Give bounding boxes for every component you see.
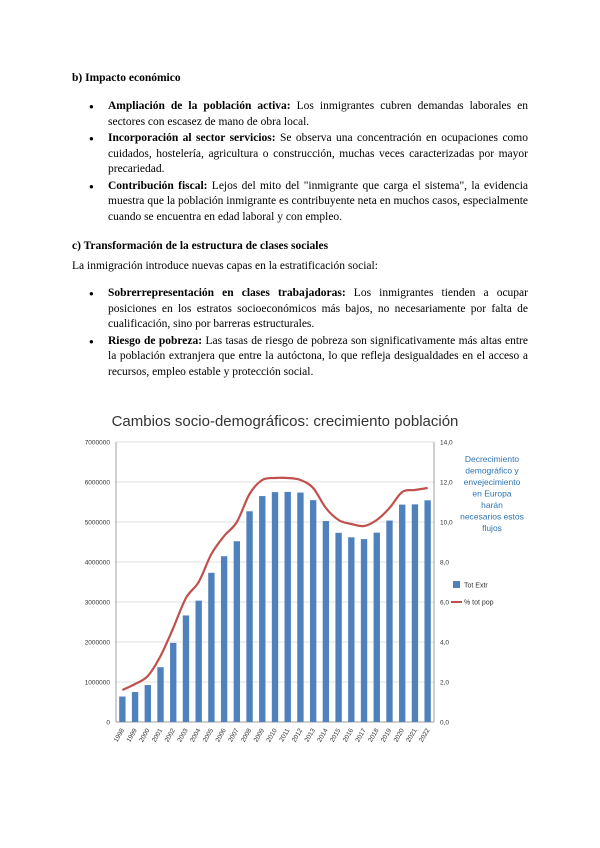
section-c-intro: La inmigración introduce nuevas capas en la estratificación social: bbox=[72, 260, 378, 272]
bar bbox=[145, 685, 151, 722]
bar bbox=[335, 533, 341, 722]
bar bbox=[183, 615, 189, 722]
x-tick-label: 2015 bbox=[329, 727, 343, 744]
chart-title: Cambios socio-demográficos: crecimiento población bbox=[111, 413, 459, 430]
x-tick-label: 2001 bbox=[150, 727, 165, 744]
bar bbox=[399, 505, 405, 722]
legend-label: Tot Extr bbox=[464, 582, 488, 590]
y-left-tick-label: 2000000 bbox=[84, 639, 110, 647]
population-chart bbox=[70, 400, 550, 770]
section-c-list bbox=[72, 286, 528, 381]
section-b-item-text: Se observa una concentración en ocupaciones como cuidados, hostelería, agricultura o construcción, muchas veces caracterizadas por mayor precariedad. bbox=[108, 132, 528, 175]
bar bbox=[221, 556, 227, 722]
x-tick-label: 2004 bbox=[189, 727, 203, 744]
x-tick-label: 2012 bbox=[290, 727, 305, 744]
x-tick-label: 2011 bbox=[278, 727, 292, 744]
x-tick-label: 2022 bbox=[418, 727, 432, 744]
x-tick-label: 1999 bbox=[125, 727, 139, 744]
section-b-list bbox=[72, 99, 528, 226]
x-tick-label: 2013 bbox=[303, 727, 317, 744]
bar bbox=[386, 521, 392, 722]
x-tick-label: 2021 bbox=[405, 727, 419, 744]
x-tick-label: 2005 bbox=[201, 727, 216, 744]
annotation-line: necesarios estos bbox=[460, 511, 524, 522]
y-right-tick-label: 2,0 bbox=[440, 679, 450, 687]
x-tick-label: 2007 bbox=[227, 727, 241, 744]
bullet-icon: ● bbox=[89, 336, 94, 346]
x-tick-label: 2000 bbox=[138, 727, 152, 744]
bar bbox=[119, 697, 125, 722]
annotation-line: Decrecimiento bbox=[464, 454, 520, 464]
section-b-item-text: Lejos del mito del "inmigrante que carga el sistema", la evidencia muestra que la población inmigrante es contribuyente neta en muchos casos, especialmente cuando se encuentra en edad laboral y con empleo. bbox=[108, 179, 528, 223]
section-c-item bbox=[72, 286, 528, 333]
section-b-item bbox=[72, 179, 528, 226]
bullet-icon: ● bbox=[89, 289, 94, 298]
x-tick-label: 2020 bbox=[392, 727, 406, 744]
section-c-item bbox=[72, 334, 528, 381]
bar bbox=[348, 537, 354, 722]
section-c-heading: c) Transformación de la estructura de clases sociales bbox=[72, 240, 329, 252]
x-tick-label: 1998 bbox=[112, 727, 127, 744]
section-b-item-title: Incorporación al sector servicios: bbox=[108, 132, 276, 144]
x-tick-label: 2019 bbox=[379, 727, 394, 744]
x-tick-label: 2014 bbox=[316, 727, 330, 744]
y-right-tick-label: 6,0 bbox=[440, 599, 450, 607]
bar bbox=[132, 692, 138, 722]
annotation-line: envejecimiento bbox=[463, 477, 521, 487]
annotation-line: en Europa bbox=[472, 488, 512, 499]
x-tick-label: 2006 bbox=[214, 727, 228, 744]
y-left-tick-label: 4000000 bbox=[84, 559, 110, 567]
y-left-tick-label: 5000000 bbox=[84, 519, 110, 527]
bar bbox=[424, 500, 430, 722]
section-c-item-text: Los inmigrantes tienden a ocupar posiciones en los estratos socioeconómicos más bajos, no necesariamente por falta de cualificación, sino por barreras estructurales. bbox=[108, 287, 528, 330]
bar bbox=[157, 667, 163, 722]
bar bbox=[208, 573, 214, 722]
x-tick-label: 2018 bbox=[367, 727, 381, 744]
y-left-tick-label: 0 bbox=[106, 719, 110, 727]
y-right-tick-label: 14,0 bbox=[440, 439, 453, 447]
bar bbox=[170, 643, 176, 722]
bar bbox=[259, 496, 265, 722]
bullet-icon: ● bbox=[89, 134, 94, 143]
annotation-line: flujos bbox=[482, 523, 502, 533]
annotation-line: harán bbox=[481, 500, 503, 510]
y-left-tick-label: 6000000 bbox=[84, 479, 110, 487]
bar bbox=[323, 521, 329, 722]
bar bbox=[234, 541, 240, 722]
bullet-icon: ● bbox=[89, 102, 94, 111]
bar bbox=[272, 492, 278, 722]
legend-bar-swatch bbox=[453, 581, 460, 588]
x-tick-label: 2010 bbox=[265, 727, 279, 744]
section-b-item bbox=[72, 131, 528, 178]
bar bbox=[361, 539, 367, 722]
section-b-item-title: Contribución fiscal: bbox=[108, 179, 208, 192]
y-left-tick-label: 7000000 bbox=[84, 439, 110, 447]
y-right-tick-label: 10,0 bbox=[440, 519, 453, 527]
section-c-item-text: Las tasas de riesgo de pobreza son significativamente más altas entre la población extranjera que entre la autóctona, lo que refleja desigualdades en el acceso a recursos, empleo estable y protección social. bbox=[108, 334, 528, 378]
bar bbox=[310, 500, 316, 722]
y-right-tick-label: 12,0 bbox=[440, 479, 453, 487]
section-b-item bbox=[72, 99, 528, 130]
legend-label: % tot pop bbox=[464, 599, 494, 607]
y-right-tick-label: 0,0 bbox=[440, 719, 450, 727]
y-left-tick-label: 3000000 bbox=[84, 599, 110, 607]
x-tick-label: 2009 bbox=[252, 727, 267, 744]
section-b-heading: b) Impacto económico bbox=[72, 72, 181, 84]
bar bbox=[196, 601, 202, 722]
x-tick-label: 2002 bbox=[163, 727, 177, 744]
section-c-item-title: Riesgo de pobreza: bbox=[108, 334, 203, 347]
section-b-item-text: Los inmigrantes cubren demandas laborales en sectores con escasez de mano de obra local. bbox=[108, 100, 529, 128]
bar bbox=[297, 493, 303, 722]
section-b-item-title: Ampliación de la población activa: bbox=[108, 100, 291, 112]
x-tick-label: 2017 bbox=[354, 727, 368, 744]
bar bbox=[374, 533, 380, 722]
chart-canvas bbox=[70, 400, 550, 770]
bar bbox=[412, 504, 418, 722]
y-right-tick-label: 4,0 bbox=[440, 639, 450, 647]
section-c-item-title: Sobrerrepresentación en clases trabajadoras: bbox=[108, 287, 346, 299]
x-tick-label: 2016 bbox=[341, 727, 356, 744]
y-left-tick-label: 1000000 bbox=[84, 679, 110, 687]
bar bbox=[285, 492, 291, 722]
x-tick-label: 2008 bbox=[239, 727, 254, 744]
bar bbox=[246, 511, 252, 722]
y-right-tick-label: 8,0 bbox=[440, 559, 450, 567]
annotation-line: demográfico y bbox=[465, 465, 519, 476]
bullet-icon: ● bbox=[89, 181, 94, 191]
x-tick-label: 2003 bbox=[176, 727, 190, 744]
